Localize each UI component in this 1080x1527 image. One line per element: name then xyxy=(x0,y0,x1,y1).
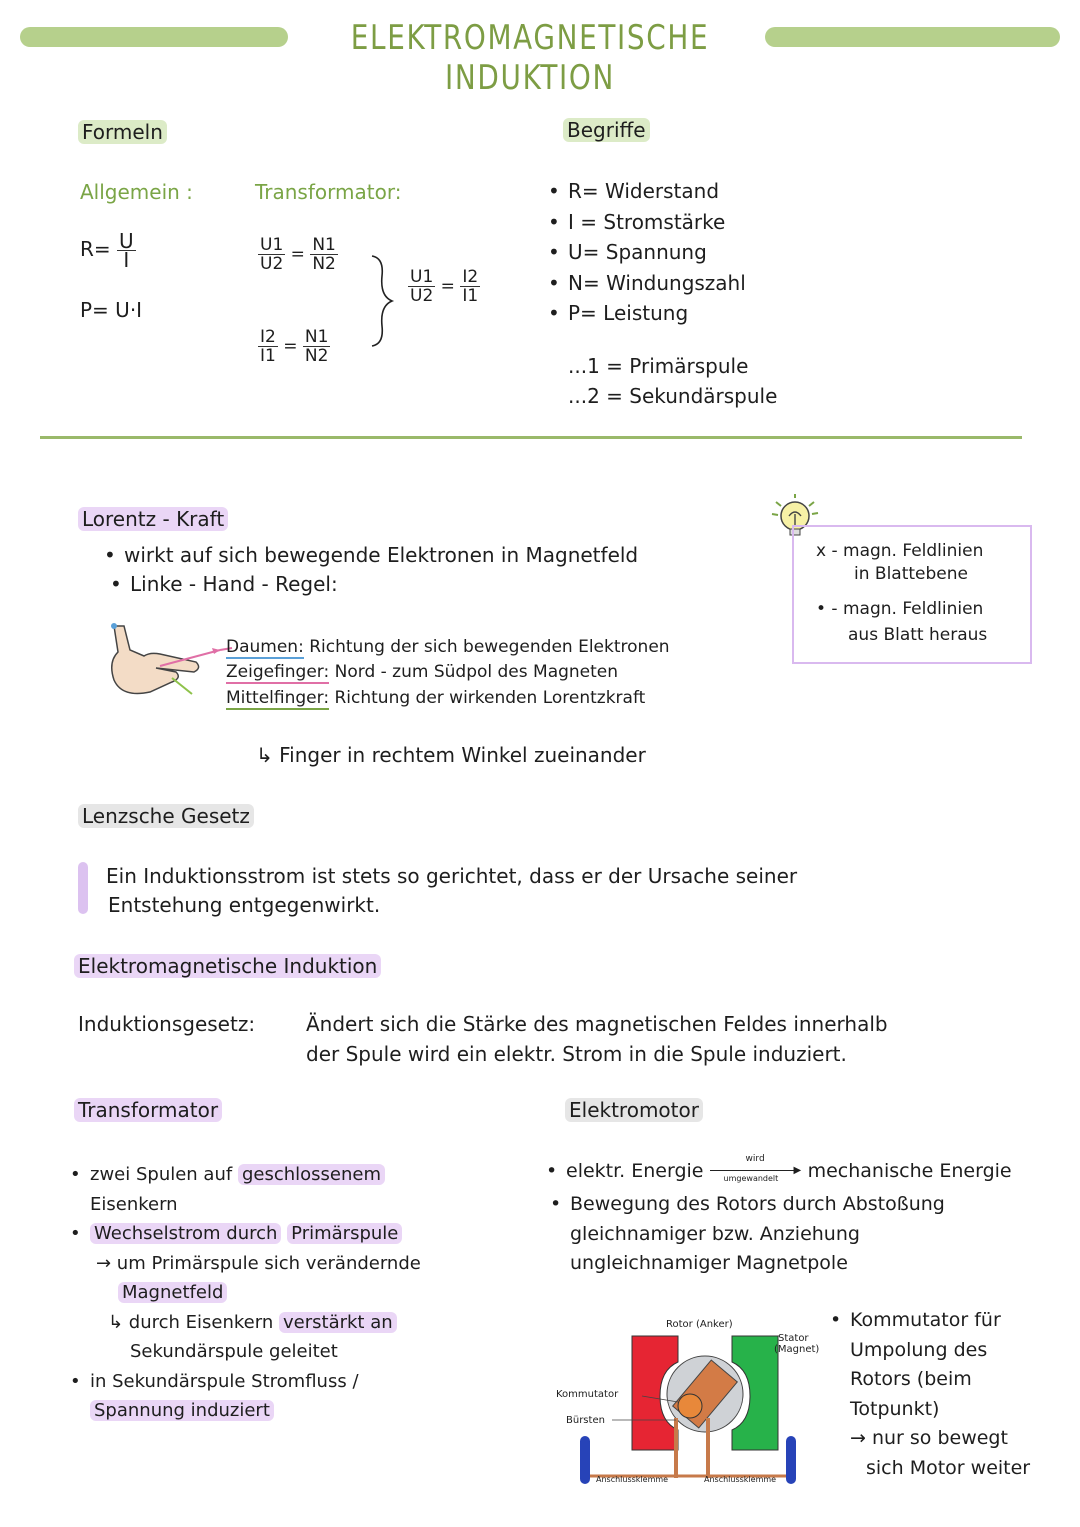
list-item: • Wechselstrom durch Primärspule xyxy=(90,1219,421,1249)
feldlinien-info-box xyxy=(792,525,1032,664)
daumen-row: Daumen: Richtung der sich bewegenden Elektronen xyxy=(226,637,670,657)
label-klemme-left: Anschlussklemme xyxy=(596,1475,669,1484)
list-item: Spannung induziert xyxy=(90,1396,421,1426)
box-line-3: • - magn. Feldlinien xyxy=(816,599,984,619)
lenz-quote-bar xyxy=(78,862,88,914)
label-buersten: Bürsten xyxy=(566,1415,605,1426)
lenz-text-2: Entstehung entgegenwirkt. xyxy=(108,893,381,917)
list-item: ↳ durch Eisenkern verstärkt an xyxy=(90,1308,421,1338)
label-rotor: Rotor (Anker) xyxy=(666,1319,733,1330)
list-item: → nur so bewegt xyxy=(850,1427,1008,1449)
begriffe-list xyxy=(568,176,746,329)
list-item: ungleichnamiger Magnetpole xyxy=(570,1252,848,1274)
transformator-heading: Transformator xyxy=(74,1098,222,1122)
list-item: • N= Windungszahl xyxy=(568,268,746,299)
box-line-4: aus Blatt heraus xyxy=(848,625,988,645)
list-item: Sekundärspule geleitet xyxy=(130,1341,338,1362)
induktion-heading: Elektromagnetische Induktion xyxy=(74,954,381,978)
zeigefinger-row: Zeigefinger: Nord - zum Südpol des Magneten xyxy=(226,662,619,682)
allgemein-label: Allgemein : xyxy=(80,180,193,204)
list-item: → um Primärspule sich verändernde xyxy=(96,1252,421,1274)
header-bar-left xyxy=(20,27,288,47)
list-item: Eisenkern xyxy=(90,1193,178,1215)
formula-power: P= U·I xyxy=(80,298,143,322)
list-item: • Bewegung des Rotors durch Abstoßung xyxy=(570,1190,945,1220)
transformator-list xyxy=(90,1160,421,1426)
left-hand-icon xyxy=(100,618,240,708)
header-bar-right xyxy=(765,27,1060,47)
box-line-2: in Blattebene xyxy=(854,564,968,584)
label-klemme-right: Anschlussklemme xyxy=(704,1475,777,1484)
section-divider xyxy=(40,436,1022,439)
list-item: • Kommutator für xyxy=(850,1306,1030,1336)
motor-diagram xyxy=(548,1300,828,1490)
lenz-text-1: Ein Induktionsstrom ist stets so gerichtet, dass er der Ursache seiner xyxy=(106,864,798,888)
begriffe-heading: Begriffe xyxy=(563,118,650,142)
list-item: • I = Stromstärke xyxy=(568,207,746,238)
lorentz-bullet-2: • Linke - Hand - Regel: xyxy=(130,572,338,596)
formula-transformer-voltage: $\frac{U1}{U2}$ = $\frac{N1}{N2}$ xyxy=(260,235,336,274)
list-item: gleichnamiger bzw. Anziehung xyxy=(570,1222,860,1245)
list-item: Rotors (beim xyxy=(850,1368,972,1390)
lorentz-heading: Lorentz - Kraft xyxy=(78,507,228,531)
list-item: • P= Leistung xyxy=(568,298,746,329)
label-stator: Stator xyxy=(778,1333,809,1344)
list-item: Umpolung des xyxy=(850,1338,988,1361)
list-item: • zwei Spulen auf geschlossenem xyxy=(90,1160,421,1190)
induktion-text-1: Ändert sich die Stärke des magnetischen Feldes innerhalb xyxy=(306,1012,888,1036)
lenz-heading: Lenzsche Gesetz xyxy=(78,804,254,828)
induktion-text-2: der Spule wird ein elektr. Strom in die Spule induziert. xyxy=(306,1042,847,1066)
lorentz-note: ↳ Finger in rechtem Winkel zueinander xyxy=(256,743,646,767)
brace-icon xyxy=(368,252,398,350)
induktionsgesetz-label: Induktionsgesetz: xyxy=(78,1012,256,1036)
elektromotor-list xyxy=(570,1190,945,1279)
label-kommutator: Kommutator xyxy=(556,1389,619,1400)
elektromotor-heading: Elektromotor xyxy=(565,1098,703,1122)
kommutator-notes xyxy=(850,1306,1030,1483)
formula-resistance: R= $\frac{U}{I}$ xyxy=(80,229,134,272)
label-magnet: (Magnet) xyxy=(774,1344,820,1355)
elektromotor-energy-row: elektr. Energie wird ▶ umgewandelt mechanische Energie xyxy=(566,1153,1012,1183)
box-line-1: x - magn. Feldlinien xyxy=(816,541,984,561)
transformator-label: Transformator: xyxy=(255,180,402,204)
list-item: • U= Spannung xyxy=(568,237,746,268)
list-item: • R= Widerstand xyxy=(568,176,746,207)
list-item: Totpunkt) xyxy=(850,1397,940,1420)
page-title: ELEKTROMAGNETISCHE INDUKTION xyxy=(350,18,710,98)
formula-transformer-current: $\frac{I2}{I1}$ = $\frac{N1}{N2}$ xyxy=(260,327,329,366)
formeln-heading: Formeln xyxy=(78,120,167,144)
begriffe-suffix-1: ...1 = Primärspule xyxy=(568,354,749,378)
converted-arrow: wird ▶ umgewandelt xyxy=(710,1162,802,1182)
begriffe-suffix-2: ...2 = Sekundärspule xyxy=(568,384,778,408)
formula-transformer-combined: $\frac{U1}{U2}$ = $\frac{I2}{I1}$ xyxy=(410,267,479,306)
lorentz-bullet-1: • wirkt auf sich bewegende Elektronen in Magnetfeld xyxy=(124,543,638,567)
list-item: • in Sekundärspule Stromfluss / xyxy=(90,1367,421,1397)
list-item: sich Motor weiter xyxy=(866,1456,1031,1479)
mittelfinger-row: Mittelfinger: Richtung der wirkenden Lorentzkraft xyxy=(226,688,646,708)
list-item: Magnetfeld xyxy=(90,1278,421,1308)
